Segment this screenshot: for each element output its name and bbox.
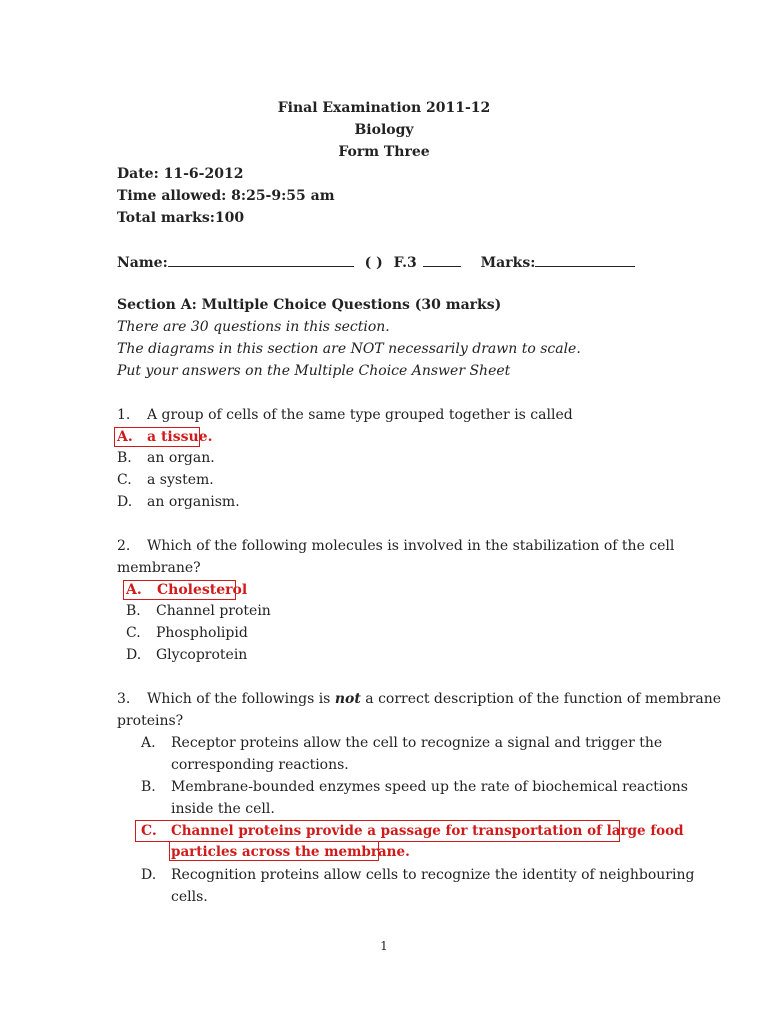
q1-option-d-text: an organism. [147, 494, 240, 510]
page-number: 1 [380, 939, 388, 953]
q1-option-c-text: a system. [147, 472, 214, 488]
name-label: Name: [117, 255, 168, 271]
exam-subject: Biology [354, 122, 414, 138]
q3-option-d-letter: D. [141, 867, 157, 883]
q1-option-b-letter: B. [117, 450, 132, 466]
q3-text-part-a: Which of the followings is [147, 691, 331, 707]
q2-option-a-answer [123, 580, 248, 600]
q3-option-c-letter: C. [141, 823, 157, 839]
q3-option-c-line1: Channel proteins provide a passage for transportation of large food [171, 823, 684, 839]
class-label: F.3 [393, 255, 417, 271]
q2-option-d-letter: D. [126, 647, 142, 663]
q2-option-a-text: Cholesterol [157, 582, 248, 598]
exam-total-marks: Total marks:100 [117, 210, 245, 226]
q1-option-a-letter: A. [117, 429, 133, 445]
class-blank [423, 253, 461, 267]
q3-option-b-line2: inside the cell. [171, 801, 275, 817]
exam-date: Date: 11-6-2012 [117, 166, 244, 182]
q2-option-a-letter: A. [126, 582, 142, 598]
q2-text-line1: Which of the following molecules is involved in the stabilization of the cell [147, 538, 675, 554]
section-instruction-2: The diagrams in this section are NOT necessarily drawn to scale. [117, 341, 581, 357]
marks-blank [535, 253, 635, 267]
q1-option-c-letter: C. [117, 472, 132, 488]
q3-option-b-line1: Membrane-bounded enzymes speed up the rate of biochemical reactions [171, 779, 688, 795]
q1-option-b-text: an organ. [147, 450, 215, 466]
q3-text-line1 [147, 690, 721, 708]
marks-label: Marks: [480, 255, 536, 271]
section-instruction-1: There are 30 questions in this section. [117, 319, 390, 335]
q3-option-d-line2: cells. [171, 889, 208, 905]
section-title: Section A: Multiple Choice Questions (30 marks) [117, 297, 502, 313]
q3-text-line2: proteins? [117, 713, 184, 729]
q2-number: 2. [117, 538, 131, 554]
class-number-paren: ( ) [364, 255, 383, 271]
q1-option-a-answer [114, 427, 213, 447]
q3-option-a-letter: A. [141, 735, 156, 751]
q2-text-line2: membrane? [117, 560, 201, 576]
q2-option-b-letter: B. [126, 603, 141, 619]
q3-option-a-line1: Receptor proteins allow the cell to recognize a signal and trigger the [171, 735, 663, 751]
q1-option-a-text: a tissue. [147, 429, 213, 445]
exam-title: Final Examination 2011-12 [277, 100, 491, 116]
q3-number: 3. [117, 691, 131, 707]
name-blank [168, 253, 354, 267]
q3-text-part-b: a correct description of the function of membrane [365, 691, 722, 707]
q3-option-b-letter: B. [141, 779, 156, 795]
section-instruction-3: Put your answers on the Multiple Choice Answer Sheet [117, 363, 511, 379]
q2-option-b-text: Channel protein [156, 603, 271, 619]
q2-option-c-letter: C. [126, 625, 141, 641]
q1-option-d-letter: D. [117, 494, 133, 510]
q1-text: A group of cells of the same type grouped together is called [147, 407, 573, 423]
q2-option-c-text: Phospholipid [156, 625, 248, 641]
name-line [117, 253, 635, 272]
q3-option-a-line2: corresponding reactions. [171, 757, 349, 773]
q3-option-c-line2: particles across the membrane. [171, 844, 410, 860]
exam-form: Form Three [338, 144, 430, 160]
exam-time-allowed: Time allowed: 8:25-9:55 am [117, 188, 335, 204]
q3-option-d-line1: Recognition proteins allow cells to recognize the identity of neighbouring [171, 867, 695, 883]
q1-number: 1. [117, 407, 131, 423]
q3-not-emphasis: not [334, 691, 361, 707]
q2-option-d-text: Glycoprotein [156, 647, 248, 663]
